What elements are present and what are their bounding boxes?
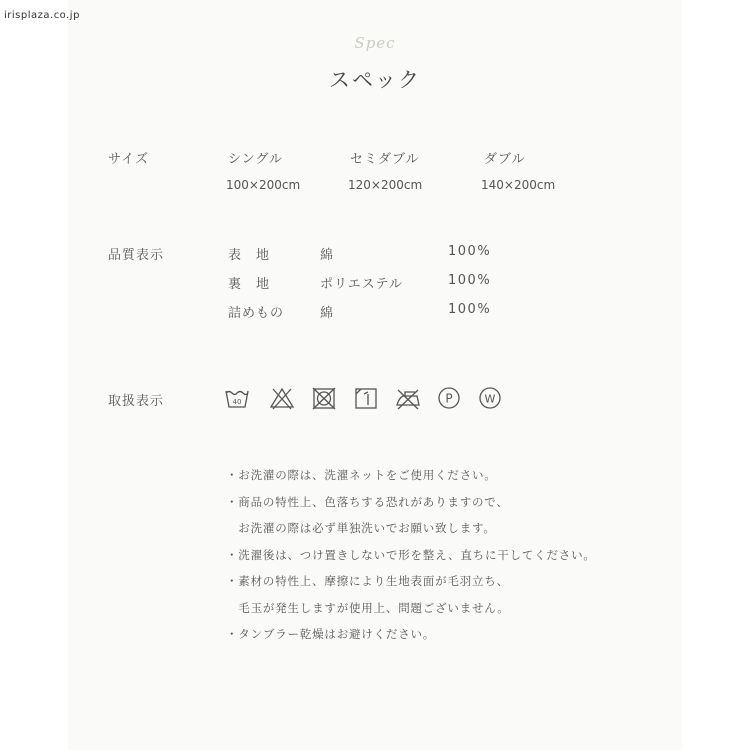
svg-text:W: W [484,392,496,406]
quality-part: 裏 地 [228,277,271,292]
svg-text:40: 40 [232,398,242,406]
wet-clean-w-icon [477,385,503,411]
size-name-semidouble: セミダブル [350,152,420,167]
no-iron-icon [395,385,421,411]
no-tumble-dry-icon [311,385,337,411]
care-label: 取扱表示 [108,394,165,409]
page-title: スペック [329,68,421,92]
site-watermark: irisplaza.co.jp [4,10,80,21]
no-bleach-icon [269,385,295,411]
size-dim-semidouble: 120×200cm [348,178,423,192]
quality-label: 品質表示 [108,248,165,263]
note-line: ・洗濯後は、つけ置きしないで形を整え、直ちに干してください。 [226,547,596,562]
size-name-double: ダブル [484,152,526,167]
note-line: ・タンブラー乾燥はお避けください。 [226,627,436,641]
size-name-single: シングル [228,152,284,167]
note-line: お洗濯の際は必ず単独洗いでお願い致します。 [226,521,496,535]
quality-part: 詰めもの [228,306,285,321]
size-label: サイズ [108,152,149,167]
note-line: ・お洗濯の際は、洗濯ネットをご使用ください。 [226,468,497,482]
quality-material: 綿 [320,306,335,321]
quality-part: 表 地 [228,248,271,263]
quality-percent: 100% [448,244,492,259]
line-dry-shade-icon [353,385,379,411]
quality-percent: 100% [448,273,492,288]
size-dim-double: 140×200cm [481,178,556,192]
note-line: ・素材の特性上、摩擦により生地表面が毛羽立ち、 [226,574,509,588]
wash-40-icon [224,385,250,411]
quality-material: 綿 [320,248,335,263]
quality-percent: 100% [448,302,492,317]
quality-material: ポリエステル [320,277,403,292]
size-dim-single: 100×200cm [226,178,301,192]
spec-script-heading: Spec [354,34,396,52]
care-notes [226,462,596,648]
note-line: 毛玉が発生しますが使用上、問題ございません。 [226,600,510,615]
note-line: ・商品の特性上、色落ちする恐れがありますので、 [226,494,509,509]
svg-text:P: P [445,391,453,406]
dry-clean-p-icon [436,385,462,411]
